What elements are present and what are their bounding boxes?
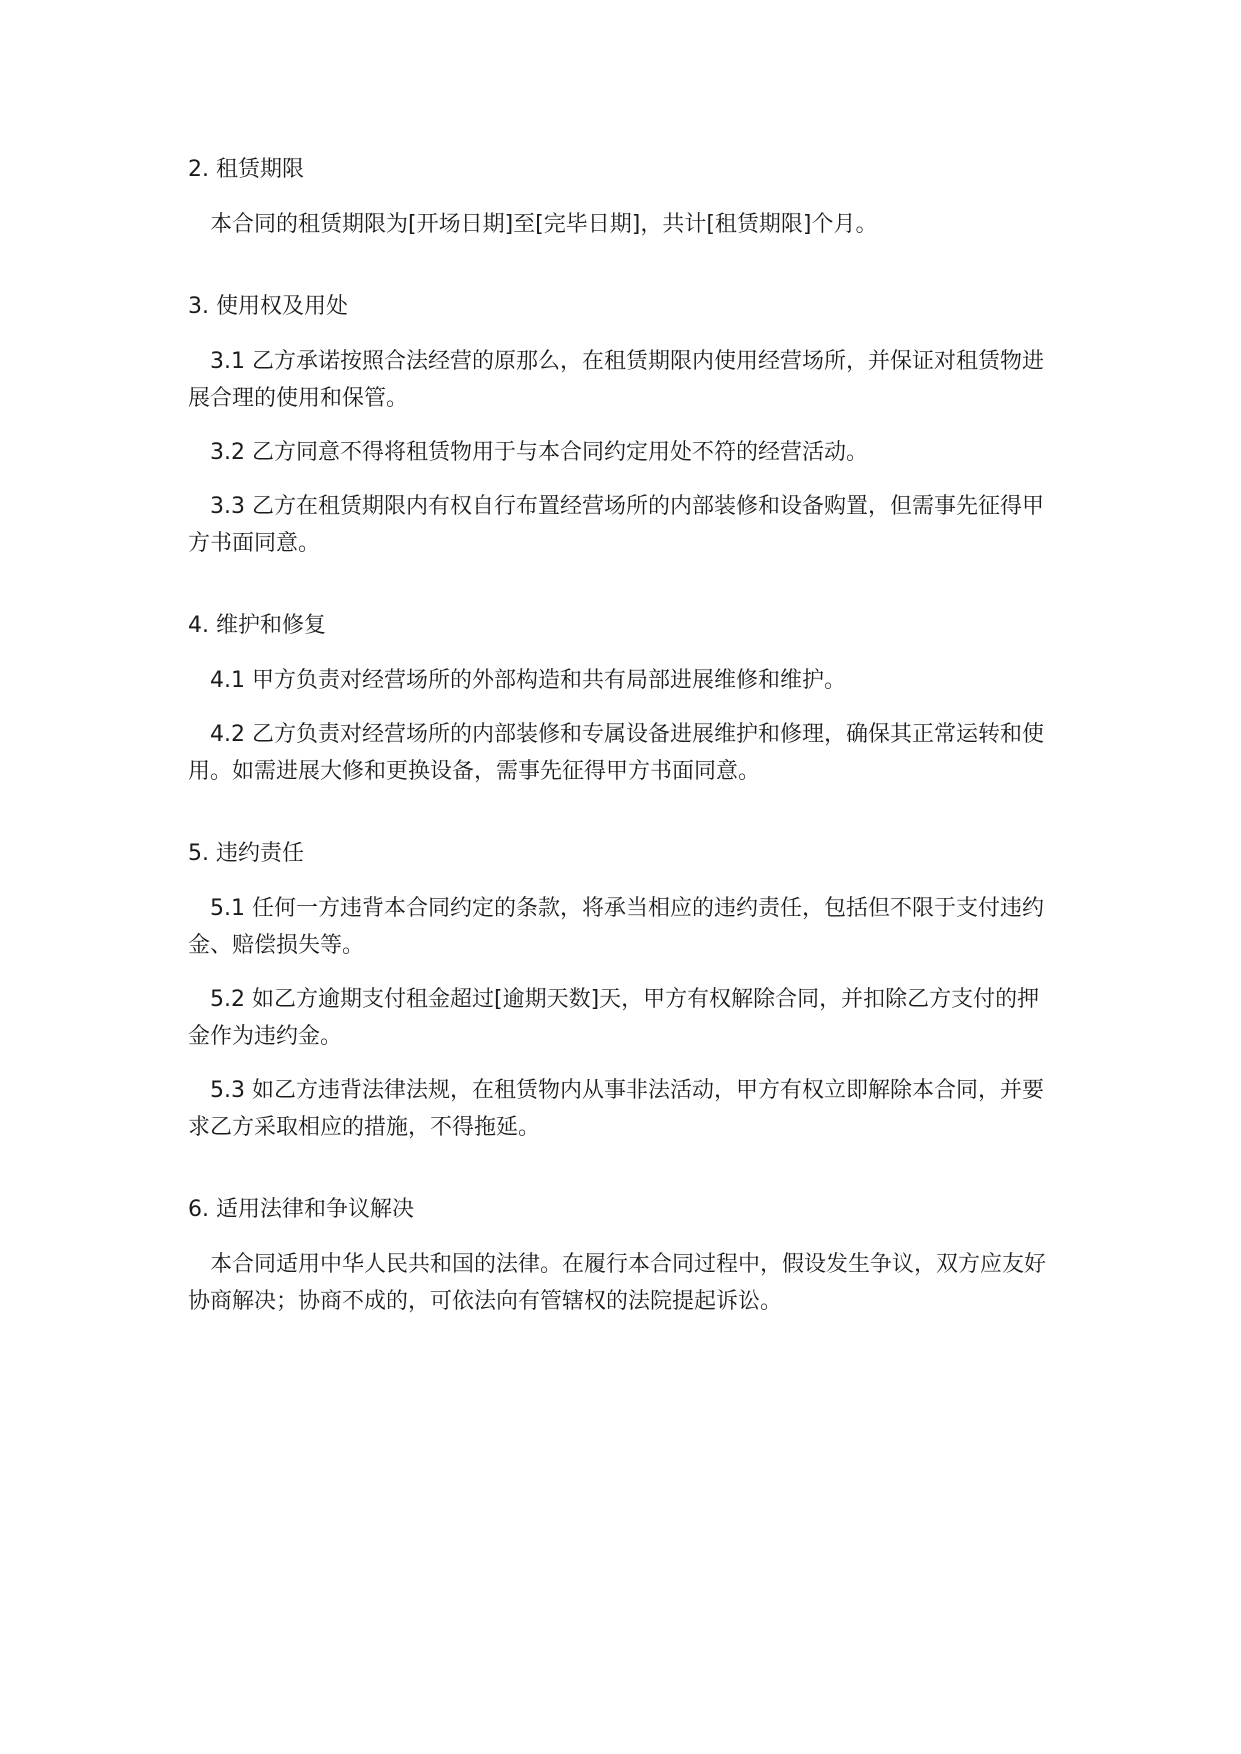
section-heading: 4. 维护和修复 <box>188 613 326 638</box>
section-usage-rights <box>188 291 1054 562</box>
clause-paragraph: 本合同适用中华人民共和国的法律。在履行本合同过程中，假设发生争议，双方应友好协商解决；协商不成的，可依法向有管辖权的法院提起诉讼。 <box>188 1252 1047 1314</box>
section-maintenance <box>188 610 1054 790</box>
section-governing-law <box>188 1194 1054 1320</box>
section-heading: 2. 租赁期限 <box>188 157 304 182</box>
section-heading: 5. 违约责任 <box>188 841 304 866</box>
clause-paragraph: 3.1 乙方承诺按照合法经营的原那么，在租赁期限内使用经营场所，并保证对租赁物进展合理的使用和保管。 <box>188 349 1044 411</box>
section-breach-liability <box>188 838 1054 1146</box>
section-lease-term <box>188 154 1054 243</box>
document-body <box>188 154 1054 1368</box>
clause-paragraph: 本合同的租赁期限为[开场日期]至[完毕日期]，共计[租赁期限]个月。 <box>210 212 878 237</box>
clause-paragraph: 5.2 如乙方逾期支付租金超过[逾期天数]天，甲方有权解除合同，并扣除乙方支付的押金作为违约金。 <box>188 987 1040 1049</box>
clause-paragraph: 4.1 甲方负责对经营场所的外部构造和共有局部进展维修和维护。 <box>210 668 846 693</box>
clause-paragraph: 3.2 乙方同意不得将租赁物用于与本合同约定用处不符的经营活动。 <box>210 440 868 465</box>
section-heading: 6. 适用法律和争议解决 <box>188 1197 414 1222</box>
clause-paragraph: 5.1 任何一方违背本合同约定的条款，将承当相应的违约责任，包括但不限于支付违约金、赔偿损失等。 <box>188 896 1044 958</box>
clause-paragraph: 5.3 如乙方违背法律法规，在租赁物内从事非法活动，甲方有权立即解除本合同，并要求乙方采取相应的措施，不得拖延。 <box>188 1078 1044 1140</box>
clause-paragraph: 3.3 乙方在租赁期限内有权自行布置经营场所的内部装修和设备购置，但需事先征得甲方书面同意。 <box>188 494 1044 556</box>
section-heading: 3. 使用权及用处 <box>188 294 348 319</box>
clause-paragraph: 4.2 乙方负责对经营场所的内部装修和专属设备进展维护和修理，确保其正常运转和使用。如需进展大修和更换设备，需事先征得甲方书面同意。 <box>188 722 1044 784</box>
